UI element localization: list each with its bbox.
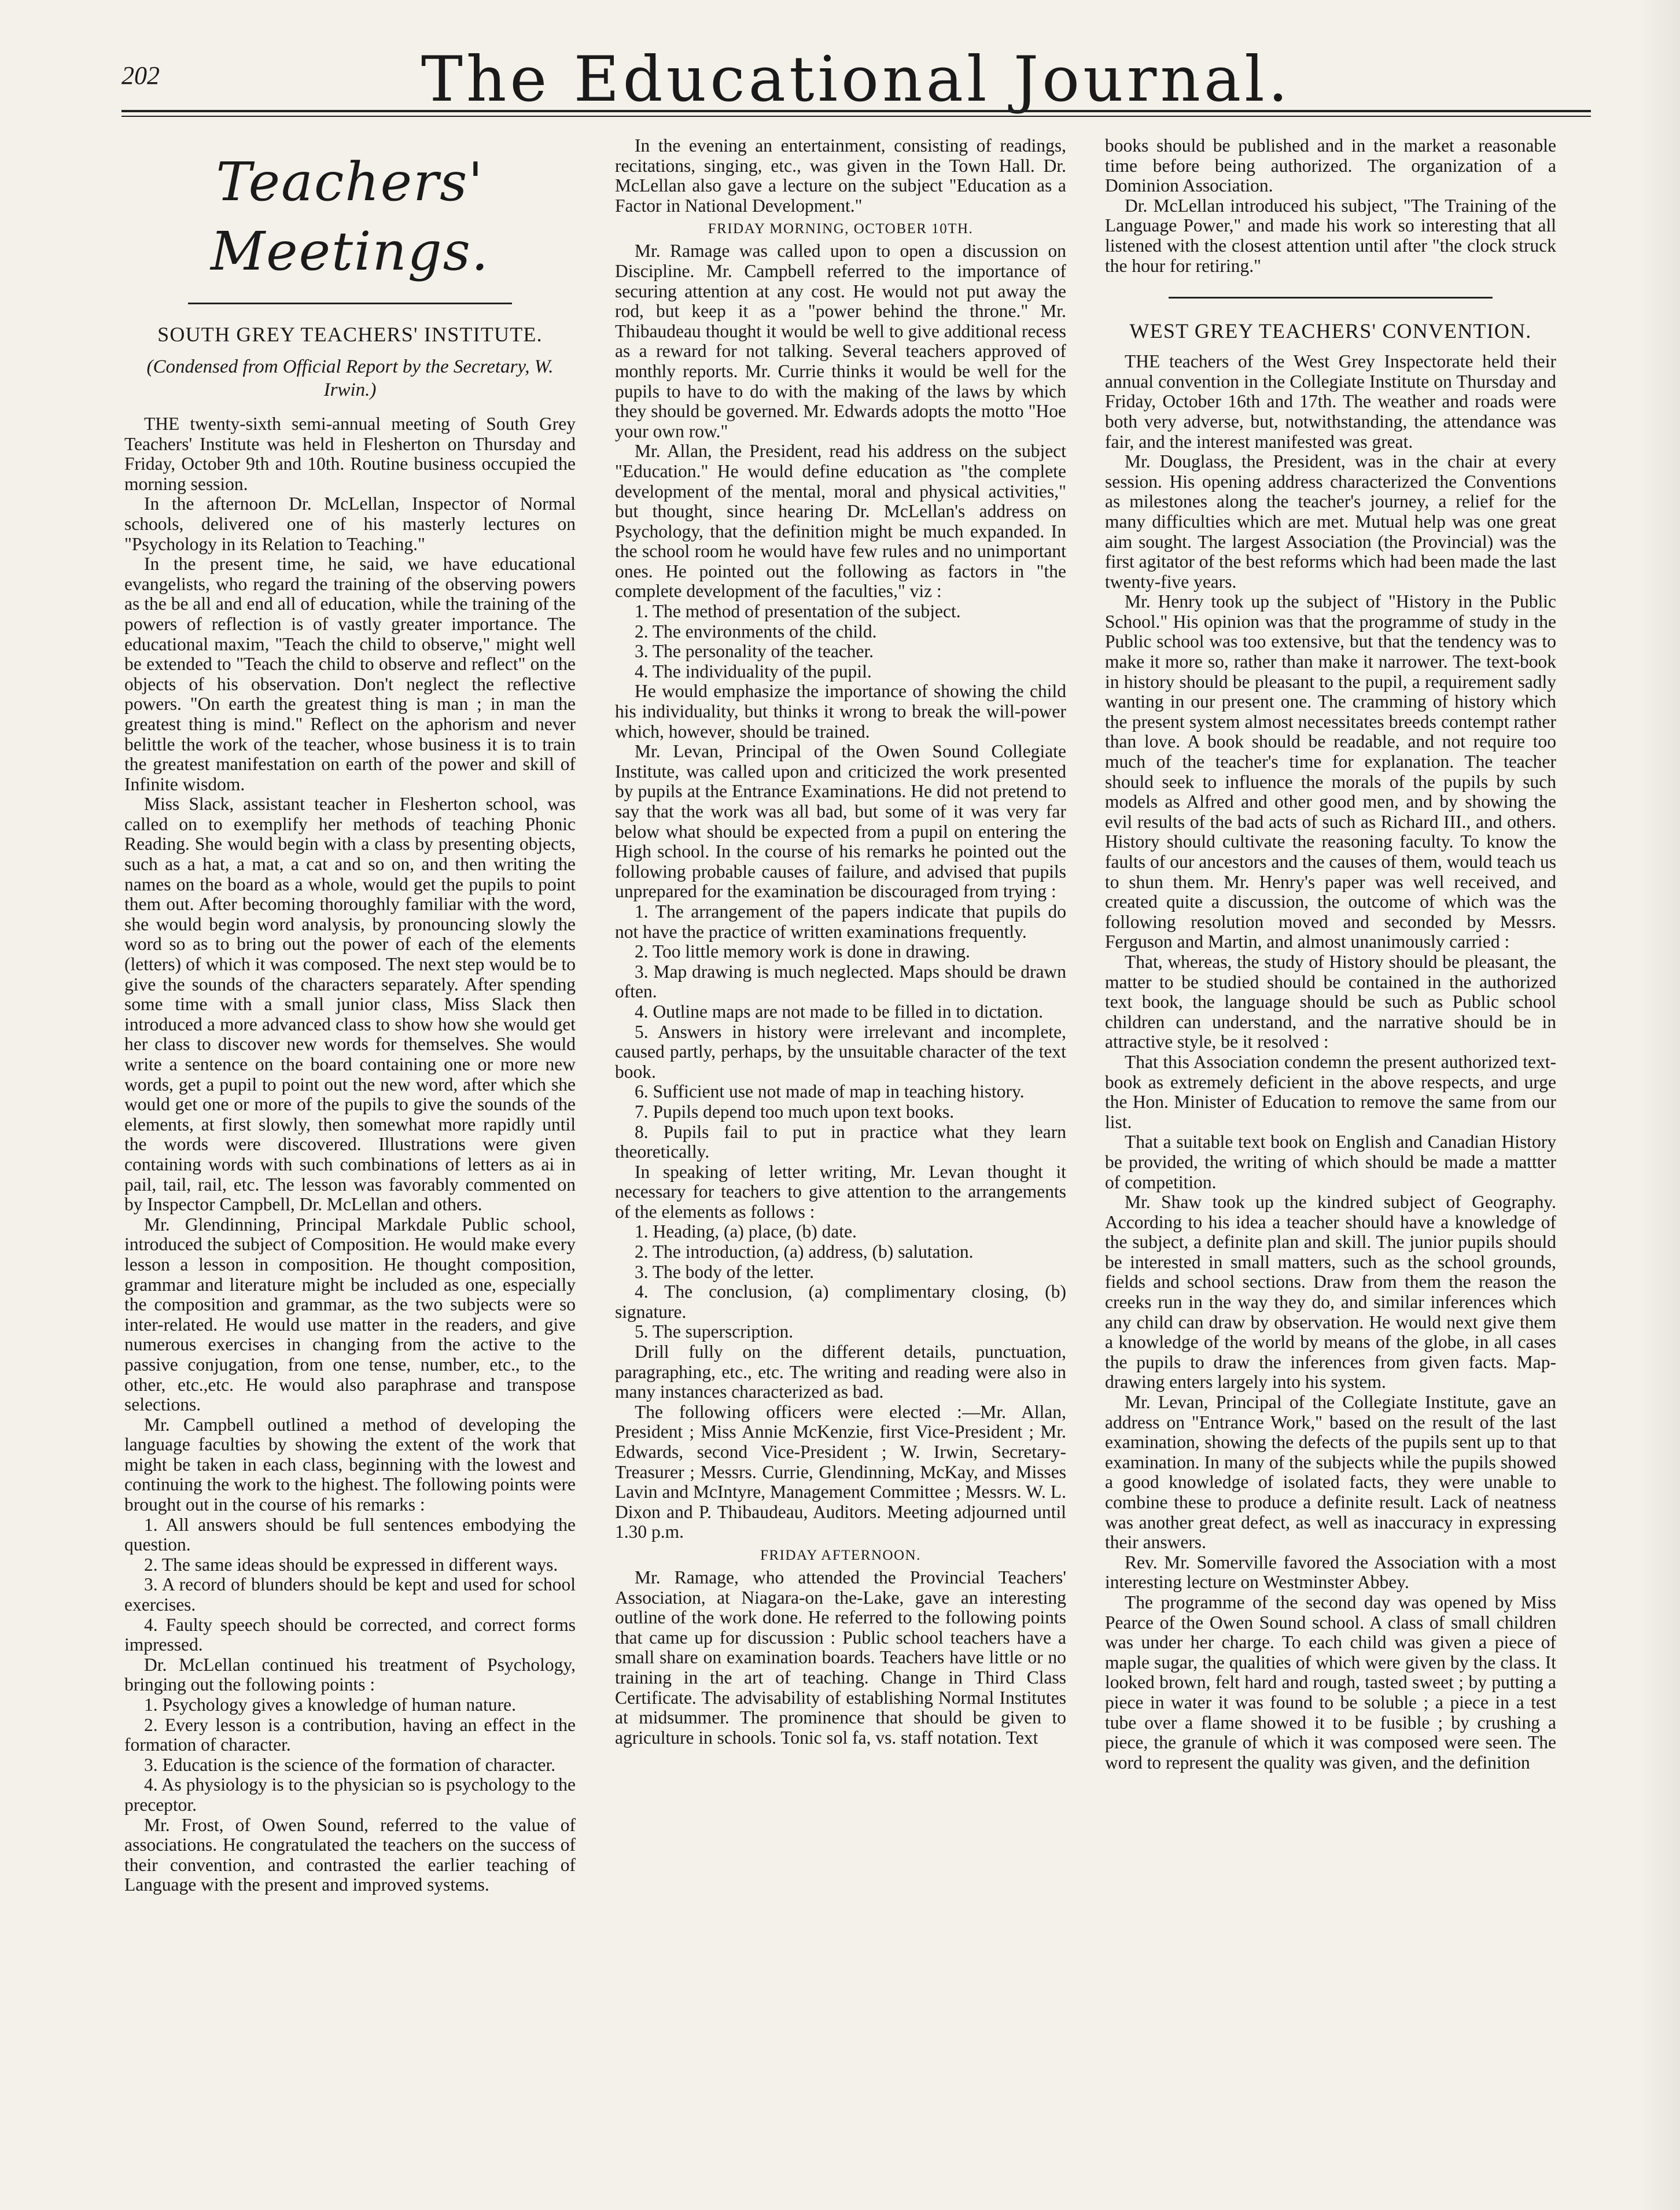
paragraph: Mr. Campbell outlined a method of developing the language faculties by showing the extent of the work that might be taken in each class, beginning with the lowest and continuing the work to the highest. The following points were brought out in the course of his remarks : [124, 1414, 576, 1515]
list-item: 3. The personality of the teacher. [635, 641, 874, 662]
list-item: 7. Pupils depend too much upon text books. [635, 1101, 955, 1122]
paragraph: The following officers were elected :—Mr. Allan, President ; Miss Annie McKenzie, first Vice-President ; Mr. Edwards, second Vice-President ; W. Irwin, Secretary-Treasurer ; Messrs. Currie, Glendinning, McKay, and Misses Lavin and McIntyre, Management Committee ; Messrs. W. L. Dixon and P. Thibaudeau, Auditors. Meeting adjourned until 1.30 p.m. [615, 1401, 1066, 1542]
list-item: 2. Every lesson is a contribution, having an effect in the formation of character. [124, 1714, 576, 1755]
paragraph: The programme of the second day was opened by Miss Pearce of the Owen Sound school. A class of small children was under her charge. To each child was given a piece of maple sugar, the qualities of which were given by the class. It looked brown, felt hard and rough, tasted sweet ; by putting a piece in water it was found to be soluble ; a piece in a test tube over a flame showed it to be fusible ; by crushing a piece, the granule of which it was composed were seen. The word to represent the quality was given, and the definition [1105, 1592, 1556, 1773]
header-rule-thin [121, 116, 1591, 117]
paragraph: Mr. Ramage, who attended the Provincial Teachers' Association, at Niagara-on the-Lake, gave an interesting outline of the work done. He referred to the following points that came up for discussion : Public school teachers have a small share on examination boards. Teachers have little or no training in the art of teaching. Change in Third Class Certificate. The advisability of establishing Normal Institutes at midsummer. The prominence that should be given to agriculture in schools. Tonic sol fa, vs. staff notation. Text [615, 1567, 1066, 1748]
list-item: 8. Pupils fail to put in practice what they learn theoretically. [615, 1121, 1066, 1162]
list-item: 2. The same ideas should be expressed in different ways. [144, 1554, 558, 1575]
list-item: 1. All answers should be full sentences embodying the question. [124, 1514, 576, 1555]
list-item: 1. The method of presentation of the subject. [635, 601, 961, 622]
paragraph: That a suitable text book on English and Canadian History be provided, the writing of which should be made a mattter of competition. [1105, 1132, 1556, 1192]
section-rule [188, 303, 512, 304]
list-item: 1. Psychology gives a knowledge of human nature. [144, 1695, 516, 1715]
paragraph: Mr. Henry took up the subject of "History in the Public School." His opinion was that the programme of study in the Public school was too extensive, but that the tendency was to make it more so, rather than make it narrower. The text-book in history should be pleasant to the pupil, a requirement sadly wanting in our present one. The cramming of history which the present system almost necessitates breeds contempt rather than love. A book should be readable, and not require too much of the teacher's time for explanation. The teacher should seek to influence the morals of the pupils by such models as Alfred and other good men, and by showing the evil results of the bad acts of such as Richard III., and others. History should cultivate the reasoning faculty. To know the faults of our ancestors and the causes of them, would teach us to shun them. Mr. Henry's paper was well received, and created quite a discussion, the outcome of which was the following resolution moved and seconded by Messrs. Ferguson and Martin, and almost unanimously carried : [1105, 591, 1556, 952]
column-1 [124, 136, 576, 1895]
paragraph: Drill fully on the different details, punctuation, paragraphing, etc., etc. The writing and reading were also in many instances characterized as bad. [615, 1342, 1066, 1402]
south-grey-credit: (Condensed from Official Report by the Secretary, W. Irwin.) [146, 356, 554, 400]
list-item: 4. Outline maps are not made to be filled in to dictation. [635, 1001, 1043, 1022]
list-item: 2. Too little memory work is done in drawing. [635, 941, 970, 962]
friday-morning-heading: FRIDAY MORNING, OCTOBER 10TH. [708, 221, 974, 237]
paragraph: THE teachers of the West Grey Inspectorate held their annual convention in the Collegiate Institute on Thursday and Friday, October 16th and 17th. The weather and roads were both very adverse, but, notwithstanding, the attendance was fair, and the interest manifested was great. [1105, 351, 1556, 452]
article-divider [1169, 297, 1493, 299]
column-2 [615, 136, 1066, 1748]
list-item: 3. Map drawing is much neglected. Maps should be drawn often. [615, 961, 1066, 1002]
paragraph: In the afternoon Dr. McLellan, Inspector of Normal schools, delivered one of his masterly lectures on "Psychology in its Relation to Teaching." [124, 493, 576, 554]
list-item: 4. The conclusion, (a) complimentary closing, (b) signature. [615, 1281, 1066, 1322]
south-grey-heading: SOUTH GREY TEACHERS' INSTITUTE. [157, 323, 543, 346]
friday-afternoon-heading: FRIDAY AFTERNOON. [760, 1547, 921, 1563]
list-item: 5. Answers in history were irrelevant and incomplete, caused partly, perhaps, by the unsuitable character of the text book. [615, 1021, 1066, 1082]
paragraph: Mr. Levan, Principal of the Collegiate Institute, gave an address on "Entrance Work," based on the result of the last examination, showing the defects of the pupils sent up to that examination. In many of the subjects while the pupils showed a good knowledge of isolated facts, they were unable to combine these to produce a definite result. Lack of neatness was another great defect, as well as inaccuracy in expressing their answers. [1105, 1392, 1556, 1553]
journal-title: The Educational Journal. [421, 43, 1292, 116]
paragraph: In the present time, he said, we have educational evangelists, who regard the training of the observing powers as the be all and end all of education, while the training of the powers of reflection is of vastly greater importance. The educational maxim, "Teach the child to observe," might well be extended to "Teach the child to observe and reflect" on the objects of his observation. Don't neglect the reflective powers. "On earth the greatest thing is man ; in man the greatest thing is mind." Reflect on the aphorism and never belittle the work of the teacher, whose business it is to train the greatest manifestation on earth of the power and skill of Infinite wisdom. [124, 554, 576, 794]
list-item: 3. A record of blunders should be kept and used for school exercises. [124, 1574, 576, 1615]
paragraph: In speaking of letter writing, Mr. Levan thought it necessary for teachers to give attention to the arrangements of the elements as follows : [615, 1161, 1066, 1222]
paragraph: Mr. Allan, the President, read his address on the subject "Education." He would define education as "the complete development of the mental, moral and physical activities," but thought, since hearing Dr. McLellan's address on Psychology, that the definition might be much expanded. In the school room he would have few rules and no unimportant ones. He pointed out the following as factors in "the complete development of the faculties," viz : [615, 441, 1066, 602]
list-item: 4. Faulty speech should be corrected, and correct forms impressed. [124, 1614, 576, 1655]
paragraph: That this Association condemn the present authorized text-book as extremely deficient in the above respects, and urge the Hon. Minister of Education to remove the same from our list. [1105, 1051, 1556, 1132]
paragraph: Mr. Frost, of Owen Sound, referred to the value of associations. He congratulated the teachers on the success of their convention, and contrasted the earlier teaching of Language with the present and improved systems. [124, 1814, 576, 1895]
paragraph: Mr. Douglass, the President, was in the chair at every session. His opening address characterized the Conventions as milestones along the teacher's journey, a relief for the many difficulties which are met. Mutual help was one great aim sought. The largest Association (the Provincial) was the first agitator of the best reforms which had been made the last twenty-five years. [1105, 451, 1556, 592]
paragraph: Mr. Glendinning, Principal Markdale Public school, introduced the subject of Composition. He would make every lesson a lesson in composition. He thought composition, grammar and literature might be included as one, especially the composition and grammar, as the two subjects were so inter-related. He would use matter in the readers, and give numerous exercises in changing from the active to the passive conjugation, from one tense, number, etc., to the other, etc.,etc. He would also paraphrase and transpose selections. [124, 1214, 576, 1415]
paragraph: He would emphasize the importance of showing the child his individuality, but thinks it wrong to break the will-power which, however, should be trained. [615, 681, 1066, 742]
list-item: 3. Education is the science of the formation of character. [144, 1754, 556, 1775]
paragraph: Mr. Ramage was called upon to open a discussion on Discipline. Mr. Campbell referred to the importance of securing attention at any cost. He would not put away the rod, but keep it as a "power behind the throne." Mr. Thibaudeau thought it would be well to give additional recess as a reward for not talking. Several teachers approved of monthly reports. Mr. Currie thinks it would be well for the pupils to have to do with the making of the laws by which they should be governed. Mr. Edwards adopts the motto "Hoe your own row." [615, 241, 1066, 441]
paragraph: In the evening an entertainment, consisting of readings, recitations, singing, etc., was given in the Town Hall. Dr. McLellan also gave a lecture on the subject "Education as a Factor in National Development." [615, 135, 1066, 216]
section-banner: Teachers' Meetings. [210, 151, 490, 282]
paragraph: Dr. McLellan continued his treatment of Psychology, bringing out the following points : [124, 1654, 576, 1695]
paragraph: THE twenty-sixth semi-annual meeting of South Grey Teachers' Institute was held in Flesherton on Thursday and Friday, October 9th and 10th. Routine business occupied the morning session. [124, 414, 576, 494]
page-edge-shadow [1637, 0, 1680, 2210]
paragraph: books should be published and in the market a reasonable time before being authorized. The organization of a Dominion Association. [1105, 135, 1556, 196]
paragraph: That, whereas, the study of History should be pleasant, the matter to be studied should be contained in the authorized text book, the language should be such as Public school children can understand, and the narrative should be in attractive style, be it resolved : [1105, 951, 1556, 1052]
list-item: 2. The environments of the child. [635, 621, 877, 642]
page-number: 202 [121, 61, 160, 90]
paragraph: Dr. McLellan introduced his subject, "The Training of the Language Power," and made his work so interesting that all listened with the closest attention until after "the clock struck the hour for retiring." [1105, 195, 1556, 276]
paragraph: Mr. Shaw took up the kindred subject of Geography. According to his idea a teacher should have a knowledge of the subject, a definite plan and skill. The junior pupils should be interested in small matters, such as the school grounds, fields and school sections. Draw from them the reason the creeks run in the way they do, and similar inferences which any child can draw by observation. He would next give them a knowledge of the world by means of the globe, in all cases the pupils to draw the inferences from given facts. Map-drawing enters largely into his system. [1105, 1192, 1556, 1393]
list-item: 5. The superscription. [635, 1321, 794, 1342]
list-item: 4. As physiology is to the physician so is psychology to the preceptor. [124, 1774, 576, 1815]
list-item: 4. The individuality of the pupil. [635, 661, 872, 682]
west-grey-heading: WEST GREY TEACHERS' CONVENTION. [1129, 319, 1532, 343]
list-item: 6. Sufficient use not made of map in teaching history. [635, 1081, 1025, 1102]
list-item: 1. The arrangement of the papers indicate that pupils do not have the practice of written examinations frequently. [615, 901, 1066, 942]
paragraph: Miss Slack, assistant teacher in Flesherton school, was called on to exemplify her methods of teaching Phonic Reading. She would begin with a class by presenting objects, such as a hat, a mat, a cat and so on, and then writing the names on the board as a whole, would get the pupils to point them out. After becoming thoroughly familiar with the word, she would begin word analysis, by pronouncing slowly the word so as to bring out the power of each of the elements (letters) of which it was composed. The next step would be to give the sounds of the characters separately. After spending some time with a small junior class, Miss Slack then introduced a more advanced class to show how she would get her class to discover new words for themselves. She would write a sentence on the board containing one or more new words, get a pupil to point out the new word, after which she would get one or more of the pupils to give the sounds of the elements, at first slowly, then somewhat more rapidly until the words were discovered. Illustrations were given containing words with such combinations of letters as ai in pail, tail, rail, etc. The lesson was favorably commented on by Inspector Campbell, Dr. McLellan and others. [124, 794, 576, 1215]
page-header [121, 43, 1591, 116]
list-item: 2. The introduction, (a) address, (b) salutation. [635, 1242, 974, 1262]
paragraph: Mr. Levan, Principal of the Owen Sound Collegiate Institute, was called upon and criticized the work presented by pupils at the Entrance Examinations. He did not pretend to say that the work was all bad, but some of it was very far below what should be expected from a pupil on entering the High school. In the course of his remarks he pointed out the following probable causes of failure, and advised that pupils unprepared for the examination be discouraged from trying : [615, 741, 1066, 902]
list-item: 3. The body of the letter. [635, 1261, 814, 1282]
list-item: 1. Heading, (a) place, (b) date. [635, 1221, 857, 1242]
column-3 [1105, 136, 1556, 1773]
paragraph: Rev. Mr. Somerville favored the Association with a most interesting lecture on Westminster Abbey. [1105, 1552, 1556, 1593]
header-rule [121, 110, 1591, 112]
